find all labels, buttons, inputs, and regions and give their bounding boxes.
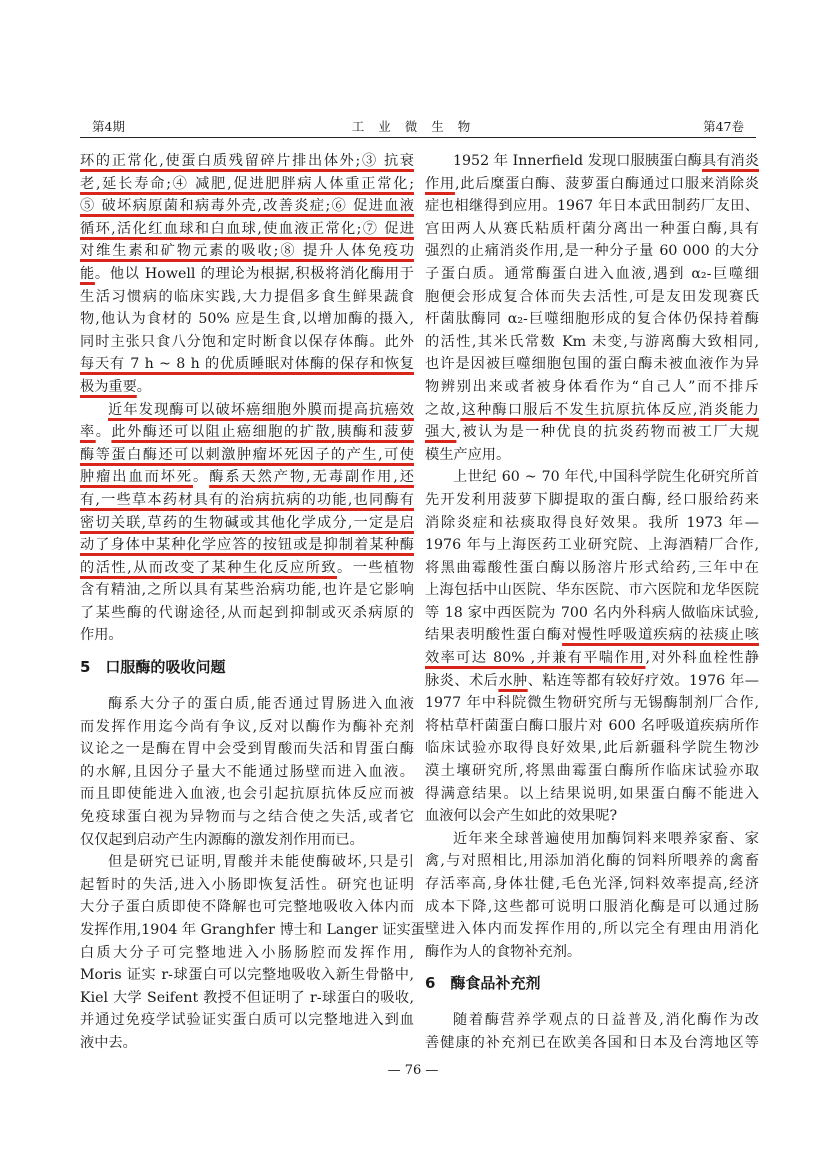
text-line xyxy=(80,806,414,829)
text-segment: 免疫球蛋白视为异物而与之结合使之失活,或者它 xyxy=(80,809,414,826)
text-segment: 并通过免疫学试验证实蛋白质可以完整地进入到血 xyxy=(80,1012,414,1029)
text-line xyxy=(425,150,759,173)
underlined-text: 能 xyxy=(80,265,95,282)
text-segment: 1952 年 Innerfield 发现口服胰蛋白酶 xyxy=(453,153,702,169)
underlined-text: 具有消炎 xyxy=(701,153,759,169)
text-segment: 酶作为人的食物补充剂。 xyxy=(425,943,582,960)
text-segment: 禽,与对照相比,用添加消化酶的饲料所喂养的禽畜 xyxy=(425,853,759,870)
text-segment: ,被认为是一种优良的抗炎药物而被工厂大规 xyxy=(456,424,759,441)
text-segment: 结果表明酸性蛋白酶 xyxy=(425,627,563,644)
text-line xyxy=(425,579,759,602)
text-segment: 上海包括中山医院、华东医院、市六医院和龙华医院 xyxy=(425,582,759,599)
text-segment: 仅仅起到启动产生内源酶的激发剂作用而已。 xyxy=(80,831,364,848)
text-segment: 子蛋白质。通常酶蛋白进入血液,遇到 α₂-巨噬细 xyxy=(425,265,759,282)
underlined-text: 酶等蛋白酶还可以刺激肿瘤坏死因子的产生,可使 xyxy=(80,446,414,463)
text-line xyxy=(425,896,759,919)
text-line xyxy=(425,602,759,625)
underlined-text: 此外酶还可以阻止癌细胞的扩散,胰酶和菠萝 xyxy=(111,424,414,441)
underlined-text: 这种酶口服后不发生抗原抗体反应,消炎能力 xyxy=(460,401,759,418)
text-line xyxy=(425,263,759,286)
text-segment: 善健康的补充剂已在欧美各国和日本及台湾地区等 xyxy=(425,1034,759,1051)
text-line xyxy=(80,761,414,784)
text-segment: 之故, xyxy=(425,401,461,418)
text-segment: 。 xyxy=(136,378,151,395)
text-segment: 含有精油,之所以具有某些治病功能,也许是它影响 xyxy=(80,582,414,599)
text-line xyxy=(80,896,414,919)
volume-number: 第47卷 xyxy=(703,119,744,134)
text-line xyxy=(80,263,414,286)
text-segment: 上世纪 60 ~ 70 年代,中国科学院生化研究所首 xyxy=(453,469,759,486)
text-segment: 临床试验亦取得良好效果,此后新疆科学院生物沙 xyxy=(425,740,759,757)
underlined-text: 每天有 7 h ~ 8 h 的优质睡眠对体酶的保存和恢复 xyxy=(80,356,414,373)
text-line xyxy=(425,489,759,512)
text-line xyxy=(80,874,414,897)
text-line xyxy=(80,716,414,739)
text-line xyxy=(425,240,759,263)
text-segment: 发挥作用,1904 年 Granghfer 博士和 Langer 证实蛋 xyxy=(80,922,425,938)
text-line xyxy=(425,534,759,557)
text-line xyxy=(80,738,414,761)
underlined-text: 水肿 xyxy=(498,672,528,689)
text-segment: 物,他认为食材的 50% 应是生食,以增加酶的摄入, xyxy=(80,311,414,328)
text-line xyxy=(425,647,759,670)
text-line xyxy=(425,737,759,760)
underlined-text: 强大 xyxy=(425,424,457,441)
text-line xyxy=(80,557,414,580)
text-line xyxy=(80,534,414,557)
text-segment: 等 18 家中西医院为 700 名内外科病人做临床试验, xyxy=(425,604,759,621)
section-heading xyxy=(425,963,759,997)
underlined-text: 效率可达 80% ,并兼有平喘作用 xyxy=(425,650,646,667)
text-segment: 也许是因被巨噬细胞包围的蛋白酶未被血液作为异 xyxy=(425,356,759,373)
text-line xyxy=(425,512,759,535)
text-line xyxy=(425,624,759,647)
text-line xyxy=(425,399,759,422)
text-segment: 存活率高,身体壮健,毛色光泽,饲料效率提高,经济 xyxy=(425,876,759,892)
text-line xyxy=(80,693,414,716)
underlined-text: 极为重要 xyxy=(80,378,137,395)
text-line xyxy=(425,421,759,444)
text-segment: 液中去。 xyxy=(80,1034,137,1051)
text-line xyxy=(425,286,759,309)
text-line xyxy=(425,173,759,196)
text-segment: 消除炎症和祛痰取得良好效果。我所 1973 年— xyxy=(425,514,759,531)
text-line xyxy=(425,376,759,399)
text-line xyxy=(425,670,759,693)
text-segment: 。 xyxy=(95,424,112,441)
issue-number: 第4期 xyxy=(92,119,125,134)
text-line xyxy=(80,851,414,874)
text-line xyxy=(80,444,414,467)
spacer xyxy=(80,681,414,693)
text-line xyxy=(425,195,759,218)
text-line xyxy=(80,421,414,444)
text-segment: 。他以 Howell 的理论为根据,积极将消化酶用于 xyxy=(94,265,414,282)
text-line xyxy=(425,218,759,241)
text-line xyxy=(425,692,759,715)
text-line xyxy=(425,828,759,851)
text-segment: 作用。 xyxy=(80,627,123,644)
text-segment: 白质大分子可完整地进入小肠肠腔而发挥作用, xyxy=(80,944,414,961)
underlined-text: 环的正常化,使蛋白质残留碎片排出体外;③ 抗衰 xyxy=(80,153,414,169)
text-segment: 得满意结果。以上结果说明,如果蛋白酶不能进入 xyxy=(425,785,759,802)
underlined-text: 动了身体中某种化学应答的按钮或是抑制着某种酶 xyxy=(80,537,414,554)
text-line xyxy=(425,331,759,354)
text-segment: 。一些植物 xyxy=(337,559,414,576)
running-header xyxy=(80,115,756,138)
text-line xyxy=(80,829,414,852)
text-line xyxy=(425,783,759,806)
left-column xyxy=(80,150,425,1055)
text-segment: 6 酶食品补充剂 xyxy=(425,974,541,993)
text-line xyxy=(425,805,759,828)
text-segment: 先开发利用菠萝下脚提取的蛋白酶, 经口服给药来 xyxy=(425,491,759,508)
text-line xyxy=(80,624,414,647)
text-segment: 模生产应用。 xyxy=(425,446,511,463)
text-segment: 5 口服酶的吸收问题 xyxy=(80,658,226,677)
text-segment: 漠土壤研究所,将黑曲霉蛋白酶所作临床试验亦取 xyxy=(425,763,759,780)
text-segment: 同时主张只食八分饱和定时断食以保存体酶。此外 xyxy=(80,333,414,350)
text-segment: Kiel 大学 Seifent 教授不但证明了 r-球蛋白的吸收, xyxy=(80,989,414,1006)
text-segment: 起暂时的失活,进入小肠即恢复活性。研究也证明 xyxy=(80,876,414,893)
text-line xyxy=(80,602,414,625)
text-line xyxy=(80,331,414,354)
text-line xyxy=(80,964,414,987)
text-segment: 将枯草杆菌蛋白酶口服片对 600 名呼吸道疾病所作 xyxy=(425,717,759,734)
text-line xyxy=(425,760,759,783)
text-segment: 生活习惯病的临床实践,大力提倡多食生鲜果蔬食 xyxy=(80,288,414,305)
text-line xyxy=(80,783,414,806)
text-line xyxy=(425,1032,759,1055)
text-line xyxy=(80,195,414,218)
text-segment: 壁进入体内而发挥作用的,所以完全有理由用消化 xyxy=(425,921,759,938)
text-line xyxy=(425,873,759,896)
text-segment: 而且即使能进入血液,也会引起抗原抗体反应而被 xyxy=(80,786,414,803)
underlined-text: 有,一些草本药材具有的治病抗病的功能,也同酶有 xyxy=(80,491,414,508)
text-line xyxy=(80,1009,414,1032)
text-segment: 1977 年中科院微生物研究所与无锡酶制剂厂合作, xyxy=(425,695,759,712)
text-line xyxy=(425,557,759,580)
text-line xyxy=(80,987,414,1010)
underlined-text: 对慢性呼吸道疾病的祛痰止咳 xyxy=(562,627,759,644)
text-segment: 宫田两人从赛氏粘质杆菌分离出一种蛋白酶,具有 xyxy=(425,220,759,237)
spacer xyxy=(425,997,759,1009)
underlined-text: 酶系天然产物,无毒副作用,还 xyxy=(209,469,414,486)
text-segment: 症也相继得到应用。1967 年日本武田制药厂友田、 xyxy=(425,198,759,215)
text-line xyxy=(425,1009,759,1032)
page-number: — 76 — xyxy=(387,1063,439,1078)
text-line xyxy=(80,1032,414,1055)
text-line xyxy=(80,376,414,399)
underlined-text: 对维生素和矿物元素的吸收;⑧ 提升人体免疫功 xyxy=(80,243,414,260)
text-segment: 的水解,且因分子量大不能通过肠壁而进入血液。 xyxy=(80,763,414,780)
text-segment: Moris 证实 r-球蛋白可以完整地吸收入新生骨骼中, xyxy=(80,967,414,984)
text-line xyxy=(80,308,414,331)
text-line xyxy=(425,850,759,873)
text-line xyxy=(80,286,414,309)
underlined-text: 密切关联,草药的生物碱或其他化学成分,一定是启 xyxy=(80,514,414,531)
text-segment: 近年来全球普遍使用加酶饲料来喂养家畜、家 xyxy=(453,830,759,847)
text-segment: 将黑曲霉酸性蛋白酶以肠溶片形式给药,三年中在 xyxy=(425,559,759,576)
text-segment: ,此后糜蛋白酶、菠萝蛋白酶通过口服来消除炎 xyxy=(454,175,759,192)
text-segment: 、粘连等都有较好疗效。1976 年— xyxy=(527,672,759,689)
text-line xyxy=(80,466,414,489)
text-segment: 脉炎、术后 xyxy=(425,672,499,689)
journal-title: 工业微生物 xyxy=(351,119,485,134)
text-line xyxy=(425,715,759,738)
text-segment: 。 xyxy=(193,469,210,486)
underlined-text: 近年发现酶可以破坏癌细胞外膜而提高抗癌效 xyxy=(108,401,414,418)
text-segment: 1976 年与上海医药工业研究院、上海酒精厂合作, xyxy=(425,537,759,554)
text-segment: 强烈的止痛消炎作用,是一种分子量 60 000 的大分 xyxy=(425,243,759,260)
text-segment: 酶系大分子的蛋白质,能否通过胃肠进入血液 xyxy=(108,696,414,713)
text-line xyxy=(80,579,414,602)
text-line xyxy=(425,466,759,489)
underlined-text: 老,延长寿命;④ 减肥,促进肥胖病人体重正常化; xyxy=(80,175,414,192)
text-segment: 随着酶营养学观点的日益普及,消化酶作为改 xyxy=(453,1012,759,1029)
text-line xyxy=(80,218,414,241)
underlined-text: 作用 xyxy=(425,175,455,192)
text-line xyxy=(425,941,759,964)
right-column xyxy=(425,150,759,1055)
text-segment: 杆菌肽酶同 α₂-巨噬细胞形成的复合体仍保持着酶 xyxy=(425,311,759,328)
text-line xyxy=(80,919,425,942)
text-line xyxy=(80,399,414,422)
text-segment: 了某些酶的代谢途径,从而起到抑制或灭杀病原的 xyxy=(80,604,414,621)
underlined-text: 肿瘤出血而坏死 xyxy=(80,469,194,486)
text-segment: 胞便会形成复合体而失去活性,可是友田发现赛氏 xyxy=(425,288,759,305)
text-line xyxy=(80,173,414,196)
text-line xyxy=(425,444,759,467)
text-segment: 而发挥作用迄今尚有争议,反对以酶作为酶补充剂 xyxy=(80,718,414,735)
text-line xyxy=(80,942,414,965)
text-line xyxy=(425,308,759,331)
text-line xyxy=(80,489,414,512)
underlined-text: 率 xyxy=(80,424,96,441)
text-segment: 物辨别出来或者被身体看作为“自己人”而不排斥 xyxy=(425,378,759,395)
underlined-text: 的活性,从而改变了某种生化反应所致 xyxy=(80,559,338,576)
text-line xyxy=(80,150,414,173)
text-segment: 成本下降,这些都可说明口服消化酶是可以通过肠 xyxy=(425,898,759,915)
text-segment: 血液何以会产生如此的效果呢? xyxy=(425,808,618,825)
text-line xyxy=(80,353,414,376)
text-line xyxy=(425,353,759,376)
text-line xyxy=(425,918,759,941)
text-line xyxy=(80,512,414,535)
section-heading xyxy=(80,647,414,681)
text-segment: 大分子蛋白质即使不降解也可完整地吸收入体内而 xyxy=(80,899,414,916)
text-segment: 的活性,其米氏常数 Km 未变,与游离酶大致相同, xyxy=(425,333,759,350)
underlined-text: 循环,活化红血球和白血球,使血液正常化;⑦ 促进 xyxy=(80,220,414,237)
text-line xyxy=(80,240,414,263)
text-segment: 但是研究已证明,胃酸并未能使酶破坏,只是引 xyxy=(108,854,414,871)
text-segment: ,对外科血栓性静 xyxy=(645,650,759,667)
text-segment: 议论之一是酶在胃中会受到胃酸而失活和胃蛋白酶 xyxy=(80,741,414,758)
underlined-text: ⑤ 破坏病原菌和病毒外壳,改善炎症;⑥ 促进血液 xyxy=(80,198,414,215)
